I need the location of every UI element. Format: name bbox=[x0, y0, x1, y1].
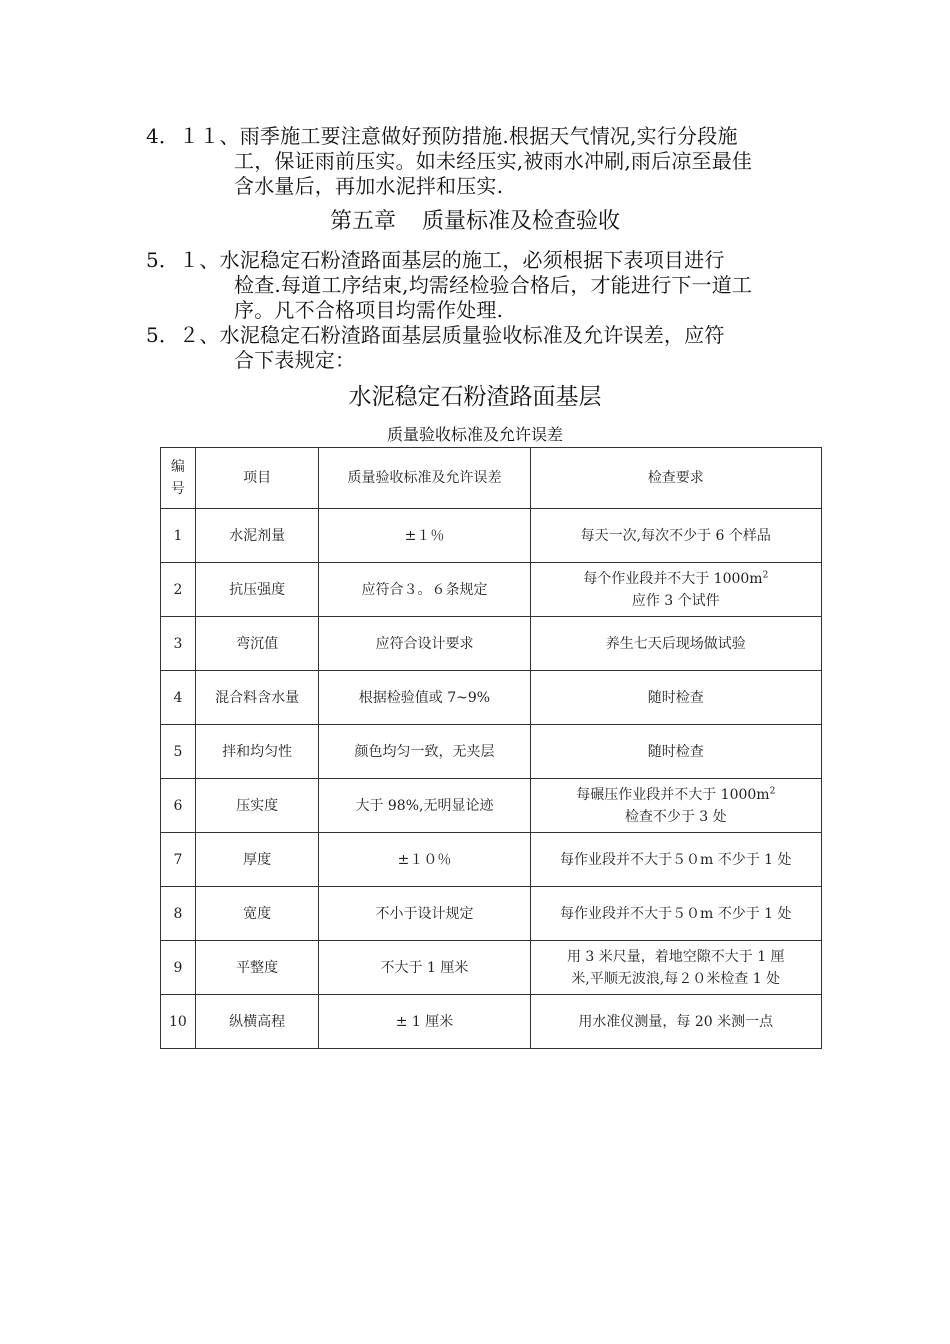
cell-number: 8 bbox=[161, 887, 196, 941]
cell-item: 厚度 bbox=[195, 833, 319, 887]
chapter-heading bbox=[0, 207, 950, 237]
cell-standard: ±１％ bbox=[319, 509, 530, 563]
table-row bbox=[161, 833, 822, 887]
cell-number: 5 bbox=[161, 725, 196, 779]
cell-number: 1 bbox=[161, 509, 196, 563]
cell-standard: 大于 98%,无明显论迹 bbox=[319, 779, 530, 833]
table-row bbox=[161, 671, 822, 725]
paragraph-number: 4．１１、 bbox=[146, 124, 240, 148]
cell-requirement bbox=[530, 563, 821, 617]
paragraph-line: 4．１１、雨季施工要注意做好预防措施.根据天气情况,实行分段施 bbox=[146, 124, 738, 148]
cell-item: 拌和均匀性 bbox=[195, 725, 319, 779]
requirement-line: 应作 3 个试件 bbox=[631, 592, 720, 609]
table-row bbox=[161, 725, 822, 779]
table-header-row bbox=[161, 448, 822, 509]
requirement-line: 每碾压作业段并不大于 $1000m^2$ bbox=[576, 785, 776, 803]
table-row bbox=[161, 887, 822, 941]
paragraph-line: 5．２、水泥稳定石粉渣路面基层质量验收标准及允许误差，应符 bbox=[146, 323, 725, 347]
chapter-title: 质量标准及检查验收 bbox=[422, 209, 621, 234]
table-row bbox=[161, 617, 822, 671]
header-standard: 质量验收标准及允许误差 bbox=[319, 448, 530, 509]
superscript: 2 bbox=[762, 569, 769, 580]
cell-item: 宽度 bbox=[195, 887, 319, 941]
table-title: 水泥稳定石粉渣路面基层 bbox=[348, 384, 602, 410]
table-row bbox=[161, 779, 822, 833]
header-requirement: 检查要求 bbox=[530, 448, 821, 509]
cell-number: 3 bbox=[161, 617, 196, 671]
quality-standards-table bbox=[160, 447, 822, 1049]
paragraph-number: 5．２、 bbox=[146, 323, 220, 347]
cell-requirement bbox=[530, 995, 821, 1049]
header-number: 编 号 bbox=[161, 448, 196, 509]
cell-item: 水泥剂量 bbox=[195, 509, 319, 563]
cell-requirement bbox=[530, 887, 821, 941]
cell-requirement bbox=[530, 833, 821, 887]
table-row bbox=[161, 509, 822, 563]
requirement-line: 用 3 米尺量，着地空隙不大于 1 厘 bbox=[566, 948, 785, 965]
cell-number: 10 bbox=[161, 995, 196, 1049]
requirement-line: 每天一次,每次不少于 6 个样品 bbox=[580, 527, 771, 544]
requirement-line: 用水准仪测量，每 20 米测一点 bbox=[578, 1013, 774, 1030]
cell-number: 6 bbox=[161, 779, 196, 833]
cell-item: 抗压强度 bbox=[195, 563, 319, 617]
table-body bbox=[161, 509, 822, 1049]
cell-standard: 应符合设计要求 bbox=[319, 617, 530, 671]
cell-item: 弯沉值 bbox=[195, 617, 319, 671]
cell-standard: 应符合３。６条规定 bbox=[319, 563, 530, 617]
cell-requirement bbox=[530, 779, 821, 833]
requirement-line: 随时检查 bbox=[647, 743, 704, 760]
requirement-line: 每作业段并不大于５０m 不少于 1 处 bbox=[560, 905, 792, 922]
cell-standard: 根据检验值或 7~9% bbox=[319, 671, 530, 725]
cell-requirement bbox=[530, 725, 821, 779]
paragraph-4-11 bbox=[146, 124, 816, 199]
paragraph-5-2 bbox=[146, 323, 816, 373]
paragraph-line: 检查.每道工序结束,均需经检验合格后，才能进行下一道工 bbox=[234, 273, 753, 297]
cell-item: 平整度 bbox=[195, 941, 319, 995]
paragraph-number: 5．１、 bbox=[146, 248, 220, 272]
requirement-line: 随时检查 bbox=[647, 689, 704, 706]
table-row bbox=[161, 563, 822, 617]
cell-item: 混合料含水量 bbox=[195, 671, 319, 725]
cell-standard: ± 1 厘米 bbox=[319, 995, 530, 1049]
paragraph-line: 5．１、水泥稳定石粉渣路面基层的施工，必须根据下表项目进行 bbox=[146, 248, 725, 272]
paragraph-line: 工，保证雨前压实。如未经压实,被雨水冲刷,雨后凉至最佳 bbox=[234, 149, 753, 173]
cell-item: 纵横高程 bbox=[195, 995, 319, 1049]
chapter-number: 第五章 bbox=[329, 209, 396, 234]
table-row bbox=[161, 941, 822, 995]
header-item: 项目 bbox=[195, 448, 319, 509]
cell-requirement bbox=[530, 671, 821, 725]
paragraph-line: 合下表规定： bbox=[234, 348, 356, 372]
paragraph-5-1 bbox=[146, 248, 816, 323]
cell-number: 9 bbox=[161, 941, 196, 995]
cell-requirement bbox=[530, 617, 821, 671]
requirement-line: 每个作业段并不大于 $1000m^2$ bbox=[583, 569, 769, 587]
cell-requirement bbox=[530, 941, 821, 995]
table-subtitle: 质量验收标准及允许误差 bbox=[386, 425, 563, 444]
cell-number: 2 bbox=[161, 563, 196, 617]
paragraph-line: 序。凡不合格项目均需作处理. bbox=[234, 298, 504, 322]
cell-number: 4 bbox=[161, 671, 196, 725]
cell-item: 压实度 bbox=[195, 779, 319, 833]
cell-standard: 不大于 1 厘米 bbox=[319, 941, 530, 995]
requirement-line: 检查不少于 3 处 bbox=[624, 808, 727, 825]
table-row bbox=[161, 995, 822, 1049]
requirement-line: 养生七天后现场做试验 bbox=[605, 635, 746, 652]
cell-standard: ±１０％ bbox=[319, 833, 530, 887]
paragraph-line: 含水量后，再加水泥拌和压实. bbox=[234, 174, 504, 198]
requirement-line: 米,平顺无波浪,每２０米检查 1 处 bbox=[571, 970, 781, 987]
cell-number: 7 bbox=[161, 833, 196, 887]
cell-requirement bbox=[530, 509, 821, 563]
requirement-line: 每作业段并不大于５０m 不少于 1 处 bbox=[560, 851, 792, 868]
superscript: 2 bbox=[769, 785, 776, 796]
cell-standard: 颜色均匀一致，无夹层 bbox=[319, 725, 530, 779]
cell-standard: 不小于设计规定 bbox=[319, 887, 530, 941]
